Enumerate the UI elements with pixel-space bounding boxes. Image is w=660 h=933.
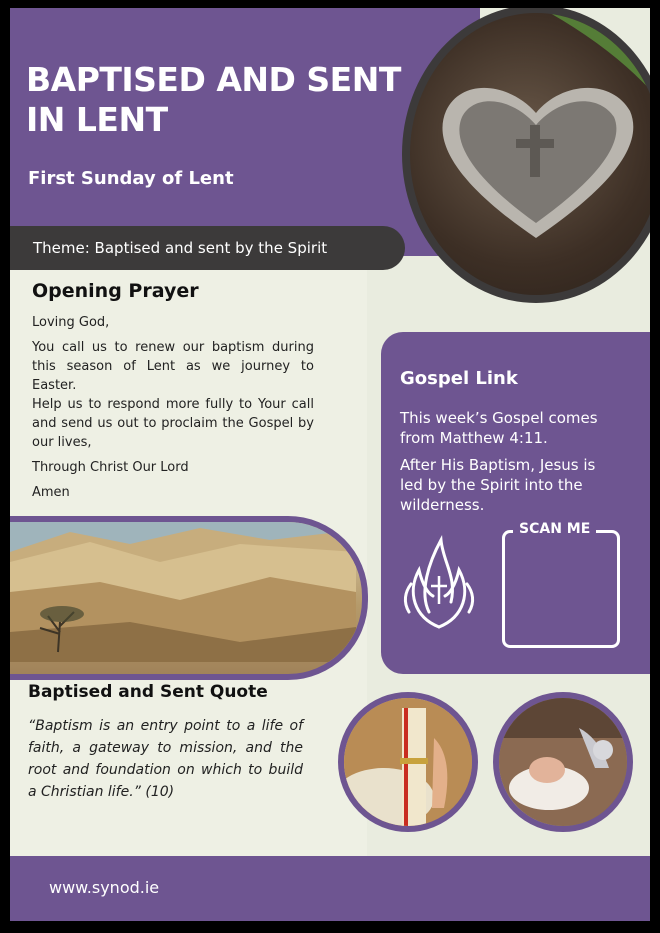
qr-code-frame[interactable] [502, 530, 620, 648]
footer-bar [10, 856, 650, 921]
quote-heading: Baptised and Sent Quote [28, 682, 268, 702]
theme-banner: Theme: Baptised and sent by the Spirit [10, 226, 405, 270]
scan-me-label: SCAN ME [513, 521, 596, 537]
prayer-line: Loving God, [32, 315, 110, 330]
candle-illustration [344, 698, 472, 826]
prayer-line: Amen [32, 485, 70, 500]
ash-heart-illustration [410, 13, 650, 295]
baptism-illustration [499, 698, 627, 826]
gospel-description-text: After His Baptism, Jesus is led by the Spirit into the wilderness. [400, 456, 596, 514]
gospel-link-panel [381, 332, 650, 674]
prayer-line: You call us to renew our baptism during this season of Lent as we journey to Easter. [32, 340, 314, 393]
desert-illustration [10, 522, 356, 662]
opening-prayer-heading: Opening Prayer [32, 280, 199, 302]
lent-flyer-page [10, 8, 650, 921]
page-title: BAPTISED AND SENT IN LENT [26, 60, 401, 139]
gospel-link-heading: Gospel Link [400, 368, 518, 389]
ash-heart-photo [402, 8, 650, 303]
infant-baptism-photo [493, 692, 633, 832]
prayer-line: Help us to respond more fully to Your call and send us out to proclaim the Gospel by our lives, [32, 397, 314, 450]
desert-photo [10, 516, 368, 680]
quote-text: “Baptism is an entry point to a life of faith, a gateway to mission, and the root and foundation on which to build a Christian life.” (10) [28, 718, 303, 800]
footer-url-link[interactable]: www.synod.ie [49, 878, 160, 897]
baptismal-candle-photo [338, 692, 478, 832]
prayer-line: Through Christ Our Lord [32, 460, 189, 475]
opening-prayer-text [32, 313, 314, 508]
gospel-reference-text: This week’s Gospel comes from Matthew 4:11. [400, 409, 598, 447]
holy-spirit-flame-icon [399, 532, 479, 632]
page-subtitle: First Sunday of Lent [28, 168, 234, 189]
